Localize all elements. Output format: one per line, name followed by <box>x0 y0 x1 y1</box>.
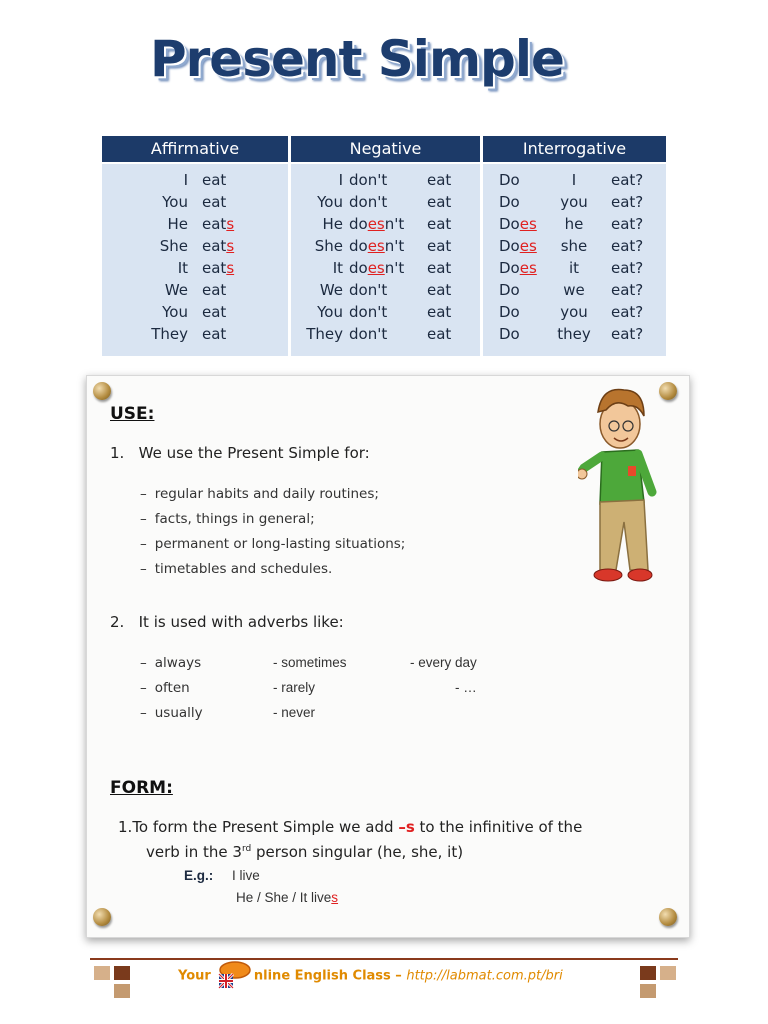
pronoun: I <box>571 171 577 189</box>
form-line-1 <box>118 818 582 836</box>
adverb-item: - sometimes <box>273 655 347 670</box>
pronoun: It <box>177 259 188 277</box>
example-label: E.g.: <box>184 868 214 883</box>
pronoun: we <box>563 281 585 299</box>
adverb-item: - never <box>273 705 316 720</box>
verb: eat? <box>611 259 644 277</box>
verb-stem: eat <box>202 237 227 255</box>
pin-icon <box>659 908 677 926</box>
interrogative-column <box>483 136 666 356</box>
dash: – <box>140 536 147 552</box>
auxiliary <box>349 169 387 191</box>
pronoun: I <box>338 171 343 189</box>
aux-c: n't <box>384 237 405 255</box>
interrogative-header: Interrogative <box>483 136 666 162</box>
table-row <box>483 279 666 301</box>
verb <box>202 279 226 301</box>
verb: eat? <box>611 193 644 211</box>
form-line-2-sup: rd <box>241 844 252 854</box>
table-row <box>291 169 480 191</box>
table-row <box>102 169 288 191</box>
use-point-2 <box>110 613 344 631</box>
logo-square-icon <box>640 984 656 998</box>
verb-stem: eat <box>202 193 227 211</box>
use-list-item <box>140 561 332 577</box>
adverb-text: always <box>154 655 202 671</box>
verb <box>202 323 226 345</box>
form-line-2 <box>146 843 463 861</box>
pronoun: She <box>159 237 188 255</box>
use-item-text: facts, things in general; <box>154 511 315 527</box>
pronoun: they <box>557 325 591 343</box>
footer-text <box>178 968 563 984</box>
aux-suffix: es <box>367 259 385 277</box>
aux-a: Do <box>499 171 520 189</box>
verb-stem: eat <box>202 281 227 299</box>
logo-square-icon <box>94 966 110 980</box>
adverb-item: - every day <box>410 655 477 670</box>
table-row <box>483 235 666 257</box>
dash: – <box>140 561 147 577</box>
verb: eat? <box>611 281 644 299</box>
pronoun: it <box>568 259 580 277</box>
verb-suffix: s <box>226 237 235 255</box>
table-row <box>291 301 480 323</box>
table-row <box>483 257 666 279</box>
verb: eat <box>427 303 452 321</box>
verb: eat <box>427 237 452 255</box>
adverb-text: usually <box>154 705 203 721</box>
interrogative-body <box>483 164 666 356</box>
aux-c: n't <box>384 215 405 233</box>
form-line-1a: To form the Present Simple we add <box>132 818 399 836</box>
verb: eat <box>427 171 452 189</box>
use-item-text: regular habits and daily routines; <box>154 486 379 502</box>
adverb-item <box>140 705 203 721</box>
form-line-2a: verb in the 3 <box>146 843 242 861</box>
adverb-item: - rarely <box>273 680 316 695</box>
aux-a: do <box>349 237 368 255</box>
verb-stem: eat <box>202 171 227 189</box>
aux-a: don't <box>349 281 388 299</box>
pin-icon <box>93 382 111 400</box>
aux-suffix: es <box>367 215 385 233</box>
table-row <box>291 323 480 345</box>
verb <box>202 301 226 323</box>
table-row <box>483 213 666 235</box>
pronoun: She <box>314 237 343 255</box>
table-row <box>291 257 480 279</box>
auxiliary <box>499 301 520 323</box>
table-row <box>102 191 288 213</box>
auxiliary <box>499 257 537 279</box>
footer-divider <box>90 958 678 960</box>
verb <box>202 257 234 279</box>
table-row <box>483 301 666 323</box>
auxiliary <box>349 213 404 235</box>
verb-stem: eat <box>202 259 227 277</box>
aux-a: don't <box>349 325 388 343</box>
negative-column <box>291 136 480 356</box>
example-2-text: He / She / It live <box>236 890 332 905</box>
aux-suffix: es <box>519 215 537 233</box>
globe-logo-icon <box>213 968 251 984</box>
use-point-2-number: 2. <box>110 613 125 631</box>
table-row <box>291 191 480 213</box>
verb-suffix: s <box>226 259 235 277</box>
auxiliary <box>499 191 520 213</box>
pronoun: They <box>151 325 188 343</box>
cartoon-boy-illustration <box>578 382 662 584</box>
dash: – <box>140 705 147 721</box>
form-line-2b: person singular (he, she, it) <box>251 843 464 861</box>
pin-icon <box>93 908 111 926</box>
aux-suffix: es <box>519 237 537 255</box>
verb: eat? <box>611 303 644 321</box>
use-point-1-text: We use the Present Simple for: <box>138 444 370 462</box>
page-title: Present Simple <box>150 30 564 88</box>
table-row <box>291 279 480 301</box>
pronoun: It <box>332 259 343 277</box>
negative-body <box>291 164 480 356</box>
auxiliary <box>499 279 520 301</box>
auxiliary <box>349 257 404 279</box>
table-row <box>102 257 288 279</box>
affirmative-header: Affirmative <box>102 136 288 162</box>
pronoun: You <box>317 193 343 211</box>
verb: eat <box>427 325 452 343</box>
use-item-text: timetables and schedules. <box>154 561 333 577</box>
logo-square-icon <box>114 966 130 980</box>
use-list-item <box>140 486 379 502</box>
table-row <box>483 191 666 213</box>
verb-suffix: s <box>226 215 235 233</box>
table-row <box>291 213 480 235</box>
table-row <box>102 323 288 345</box>
adverb-item: - … <box>455 680 477 695</box>
aux-a: Do <box>499 281 520 299</box>
aux-a: Do <box>499 237 520 255</box>
form-point-number: 1. <box>118 818 133 836</box>
verb-stem: eat <box>202 325 227 343</box>
adverb-item <box>140 680 190 696</box>
auxiliary <box>349 235 404 257</box>
verb-stem: eat <box>202 303 227 321</box>
use-point-1-number: 1. <box>110 444 125 462</box>
use-heading: USE: <box>110 404 155 424</box>
pronoun: He <box>167 215 188 233</box>
form-suffix: –s <box>398 818 415 836</box>
auxiliary <box>349 301 387 323</box>
table-row <box>483 323 666 345</box>
adverb-item <box>140 655 201 671</box>
aux-c: n't <box>384 259 405 277</box>
example-1: I live <box>232 868 260 883</box>
footer-url-link[interactable]: http://labmat.com.pt/bri <box>406 968 563 984</box>
table-row <box>102 213 288 235</box>
verb: eat? <box>611 325 644 343</box>
dash: – <box>140 680 147 696</box>
example-2 <box>236 890 338 905</box>
logo-square-icon <box>114 984 130 998</box>
auxiliary <box>499 213 537 235</box>
pronoun: We <box>164 281 188 299</box>
footer-text-b: nline English Class – <box>253 968 402 984</box>
verb: eat <box>427 215 452 233</box>
aux-a: don't <box>349 171 388 189</box>
pronoun: I <box>183 171 188 189</box>
logo-square-icon <box>640 966 656 980</box>
aux-suffix: es <box>367 237 385 255</box>
table-row <box>102 301 288 323</box>
use-point-1 <box>110 444 370 462</box>
use-list-item <box>140 511 315 527</box>
pronoun: We <box>319 281 343 299</box>
pronoun: you <box>560 193 588 211</box>
pronoun: You <box>317 303 343 321</box>
logo-square-icon <box>660 966 676 980</box>
verb: eat? <box>611 237 644 255</box>
example-2-suffix: s <box>331 890 339 905</box>
verb: eat? <box>611 215 644 233</box>
pronoun: she <box>560 237 588 255</box>
form-line-1b: to the infinitive of the <box>414 818 583 836</box>
verb <box>202 235 234 257</box>
verb: eat <box>427 281 452 299</box>
auxiliary <box>349 191 387 213</box>
pronoun: he <box>564 215 584 233</box>
auxiliary <box>499 323 520 345</box>
aux-a: Do <box>499 259 520 277</box>
dash: – <box>140 511 147 527</box>
negative-header: Negative <box>291 136 480 162</box>
aux-suffix: es <box>519 259 537 277</box>
pronoun: They <box>306 325 343 343</box>
auxiliary <box>499 169 520 191</box>
aux-a: Do <box>499 193 520 211</box>
verb: eat <box>427 193 452 211</box>
affirmative-body <box>102 164 288 356</box>
adverb-text: often <box>154 680 190 696</box>
aux-a: do <box>349 215 368 233</box>
verb: eat? <box>611 171 644 189</box>
pronoun: He <box>322 215 343 233</box>
use-point-2-text: It is used with adverbs like: <box>138 613 344 631</box>
aux-a: Do <box>499 303 520 321</box>
form-heading: FORM: <box>110 778 173 798</box>
verb <box>202 213 234 235</box>
pronoun: You <box>162 193 188 211</box>
dash: – <box>140 655 147 671</box>
auxiliary <box>499 235 537 257</box>
auxiliary <box>349 279 387 301</box>
auxiliary <box>349 323 387 345</box>
affirmative-column <box>102 136 288 356</box>
pronoun: you <box>560 303 588 321</box>
aux-a: don't <box>349 303 388 321</box>
use-item-text: permanent or long-lasting situations; <box>154 536 406 552</box>
verb: eat <box>427 259 452 277</box>
table-row <box>291 235 480 257</box>
table-row <box>483 169 666 191</box>
aux-a: Do <box>499 215 520 233</box>
aux-a: Do <box>499 325 520 343</box>
verb-stem: eat <box>202 215 227 233</box>
footer-text-a: Your <box>178 968 211 984</box>
pronoun: You <box>162 303 188 321</box>
dash: – <box>140 486 147 502</box>
verb <box>202 191 226 213</box>
use-list-item <box>140 536 405 552</box>
table-row <box>102 279 288 301</box>
table-row <box>102 235 288 257</box>
verb <box>202 169 226 191</box>
aux-a: do <box>349 259 368 277</box>
aux-a: don't <box>349 193 388 211</box>
